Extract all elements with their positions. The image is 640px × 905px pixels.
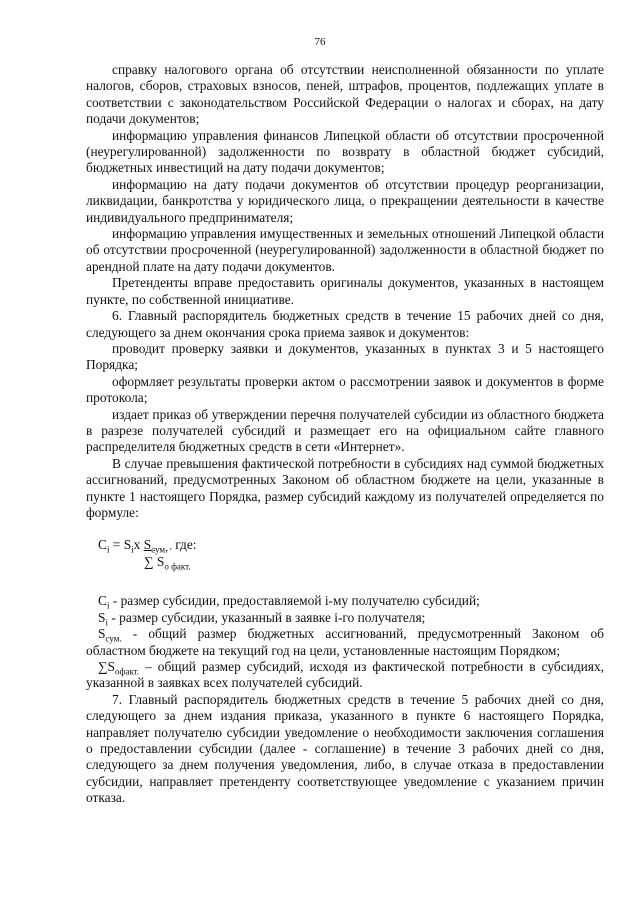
paragraph: проводит проверку заявки и документов, указанных в пунктах 3 и 5 настоящего Порядка; xyxy=(86,340,604,373)
document-body xyxy=(86,62,604,807)
definition-item: $\sum S_{офакт.}$ – общий размер субсидий, исходя из фактической потребности в субсидиях, указанной в заявках всех получателей субсидий. xyxy=(86,659,604,691)
subsidy-formula xyxy=(86,537,604,575)
paragraph: оформляет результаты проверки актом о рассмотрении заявок и документов в форме протокола; xyxy=(86,373,604,406)
paragraph: 6. Главный распорядитель бюджетных средств в течение 15 рабочих дней со дня, следующего за днем окончания срока приема заявок и документов: xyxy=(86,308,604,340)
paragraph: 7. Главный распорядитель бюджетных средств в течение 5 рабочих дней со дня, следующего за днем издания приказа, указанного в пункте 6 настоящего Порядка, направляет получателю субсидии уведомление о необходимости заключения соглашения о предоставлении субсидии (далее - соглашение) в течение 3 рабочих дней со дня, следующего за днем получения уведомления, либо, в случае отказа в предоставлении субсидии, направляет претенденту соответствующее уведомление с указанием причин отказа. xyxy=(86,691,604,806)
definition-item: $S_i$ - размер субсидии, указанный в заявке i-го получателя; xyxy=(98,609,426,628)
paragraph: информацию управления имущественных и земельных отношений Липецкой области об отсутствии просроченной (неурегулированной) задолженности в областной бюджет по арендной плате на дату подачи документов. xyxy=(86,226,604,274)
paragraph: информацию управления финансов Липецкой области об отсутствии просроченной (неурегулированной) задолженности по возврату в областной бюджет субсидий, бюджетных инвестиций на дату подачи документов; xyxy=(86,127,604,176)
paragraph: справку налогового органа об отсутствии неисполненной обязанности по уплате налогов, сборов, страховых взносов, пеней, штрафов, процентов, подлежащих уплате в соответствии с законодательством Российской Федерации о налогах и сборах, на дату подачи документов; xyxy=(86,62,604,127)
definition-item: $S_{сум.}$ - общий размер бюджетных ассигнований, предусмотренный Законом об областном бюджете на текущий год на цели, установленные настоящим Порядком; xyxy=(86,626,604,658)
formula-numerator-line: $C_i = S_ix$ $S_{сум.}$ , где: xyxy=(98,537,197,556)
page-number: 76 xyxy=(314,36,326,48)
paragraph: издает приказ об утверждении перечня получателей субсидии из областного бюджета в разрезе получателей субсидий и размещает его на официальном сайте главного распределителя бюджетных средств в сети «Интернет». xyxy=(86,406,604,455)
definition-item: $C_i$ - размер субсидии, предоставляемой i-му получателю субсидий; xyxy=(98,593,480,612)
formula-denominator-line: ∑ $S_{о факт.}$ xyxy=(144,554,191,573)
paragraph: информацию на дату подачи документов об отсутствии процедур реорганизации, ликвидации, банкротства у юридического лица, о прекращении деятельности в качестве индивидуального предпринимателя; xyxy=(86,176,604,225)
paragraph: Претенденты вправе предоставить оригиналы документов, указанных в настоящем пункте, по собственной инициативе. xyxy=(86,275,604,307)
paragraph: В случае превышения фактической потребности в субсидиях над суммой бюджетных ассигнований, предусмотренных Законом об областном бюджете на цели, указанные в пункте 1 настоящего Порядка, размер субсидий каждому из получателей определяется по формуле: xyxy=(86,455,604,520)
